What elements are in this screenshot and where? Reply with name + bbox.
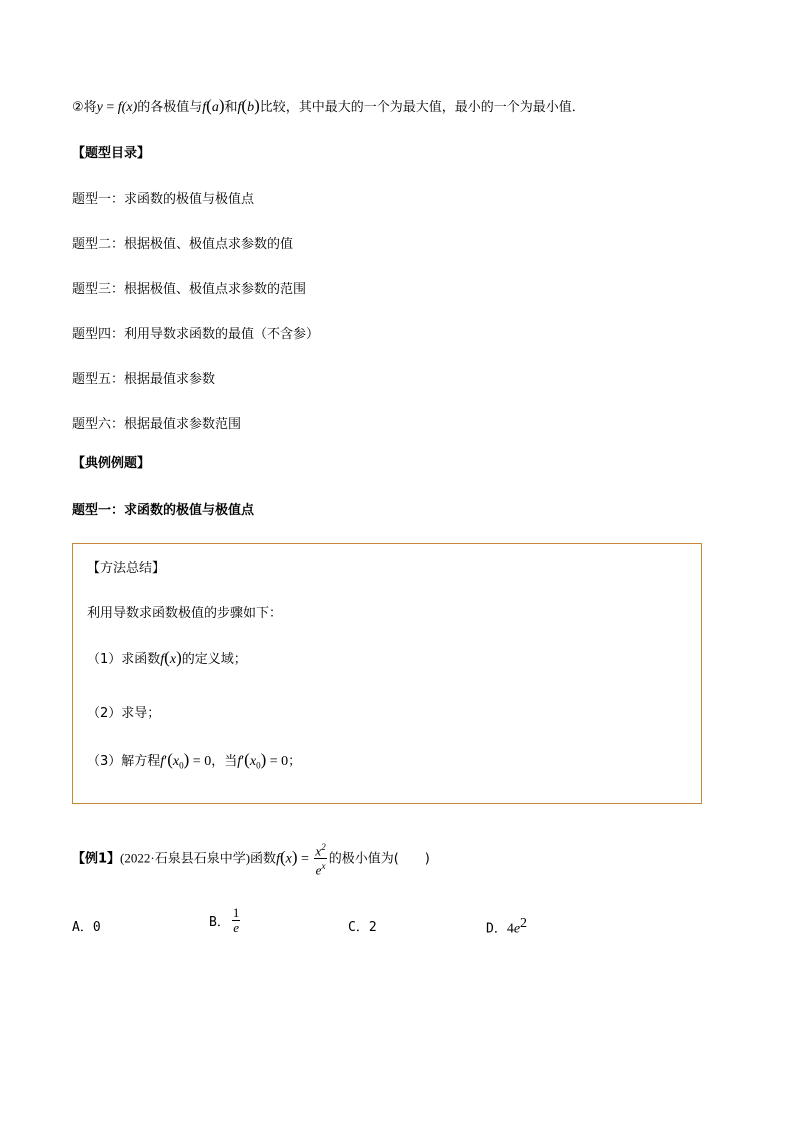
intro-text-2: 的各极值与 bbox=[137, 100, 203, 115]
example1-question: 【例1】(2022·石泉县石泉中学)函数f(x) = $\frac{x^2}{e^x}$ 的极小值为( ) bbox=[72, 842, 430, 878]
toc-item-2: 题型二：根据极值、极值点求参数的值 bbox=[72, 237, 294, 252]
examples-heading: 【典例例题】 bbox=[72, 456, 151, 471]
toc-item-6: 题型六：根据最值求参数范围 bbox=[72, 417, 242, 432]
toc-item-5: 题型五：根据最值求参数 bbox=[72, 372, 216, 387]
intro-y: y bbox=[96, 100, 103, 115]
intro-text-1: 将 bbox=[83, 100, 97, 115]
toc-item-4: 题型四：利用导数求函数的最值（不含参） bbox=[72, 327, 320, 342]
intro-text-4: 比较，其中最大的一个为最大值，最小的一个为最小值． bbox=[259, 100, 585, 115]
toc-item-1: 题型一：求函数的极值与极值点 bbox=[72, 192, 255, 207]
intro-eq: = bbox=[102, 100, 118, 115]
method-summary-box bbox=[72, 543, 702, 804]
option-d[interactable]: D．$4e^2$ bbox=[486, 916, 528, 937]
method-intro: 利用导数求函数极值的步骤如下： bbox=[87, 606, 283, 621]
example1-fraction: $\frac{x^2}{e^x}$ bbox=[315, 842, 326, 878]
toc-item-3: 题型三：根据极值、极值点求参数的范围 bbox=[72, 282, 307, 297]
method-heading: 【方法总结】 bbox=[87, 561, 166, 576]
intro-fa-a: a bbox=[211, 100, 219, 115]
intro-fb-b: b bbox=[247, 100, 255, 115]
intro-text-3: 和 bbox=[224, 100, 238, 115]
example1-label: 【例1】 bbox=[72, 851, 121, 867]
option-c[interactable]: C．2 bbox=[348, 920, 377, 935]
method-step2: （2）求导； bbox=[87, 706, 161, 721]
method-step3: （3）解方程$f'(x_0) = 0$，当$f'(x_0) = 0$； bbox=[87, 750, 302, 771]
option-b[interactable]: B． $\frac{1}{e}$ bbox=[209, 905, 240, 935]
intro-fx: f(x) bbox=[117, 100, 138, 115]
intro-line: ②将y = f(x)的各极值与f(a)和f(b)比较，其中最大的一个为最大值，最小的一个为最小值． bbox=[72, 96, 585, 115]
intro-fa-f: f bbox=[202, 100, 207, 115]
intro-fb-f: f bbox=[237, 100, 242, 115]
example1-source: (2022·石泉县石泉中学) bbox=[120, 850, 251, 866]
method-step1: （1）求函数f(x)的定义域； bbox=[87, 648, 247, 667]
section1-title: 题型一：求函数的极值与极值点 bbox=[72, 503, 255, 518]
toc-heading: 【题型目录】 bbox=[72, 146, 151, 161]
option-a[interactable]: A．0 bbox=[72, 920, 101, 935]
circle-number: ② bbox=[72, 100, 84, 115]
